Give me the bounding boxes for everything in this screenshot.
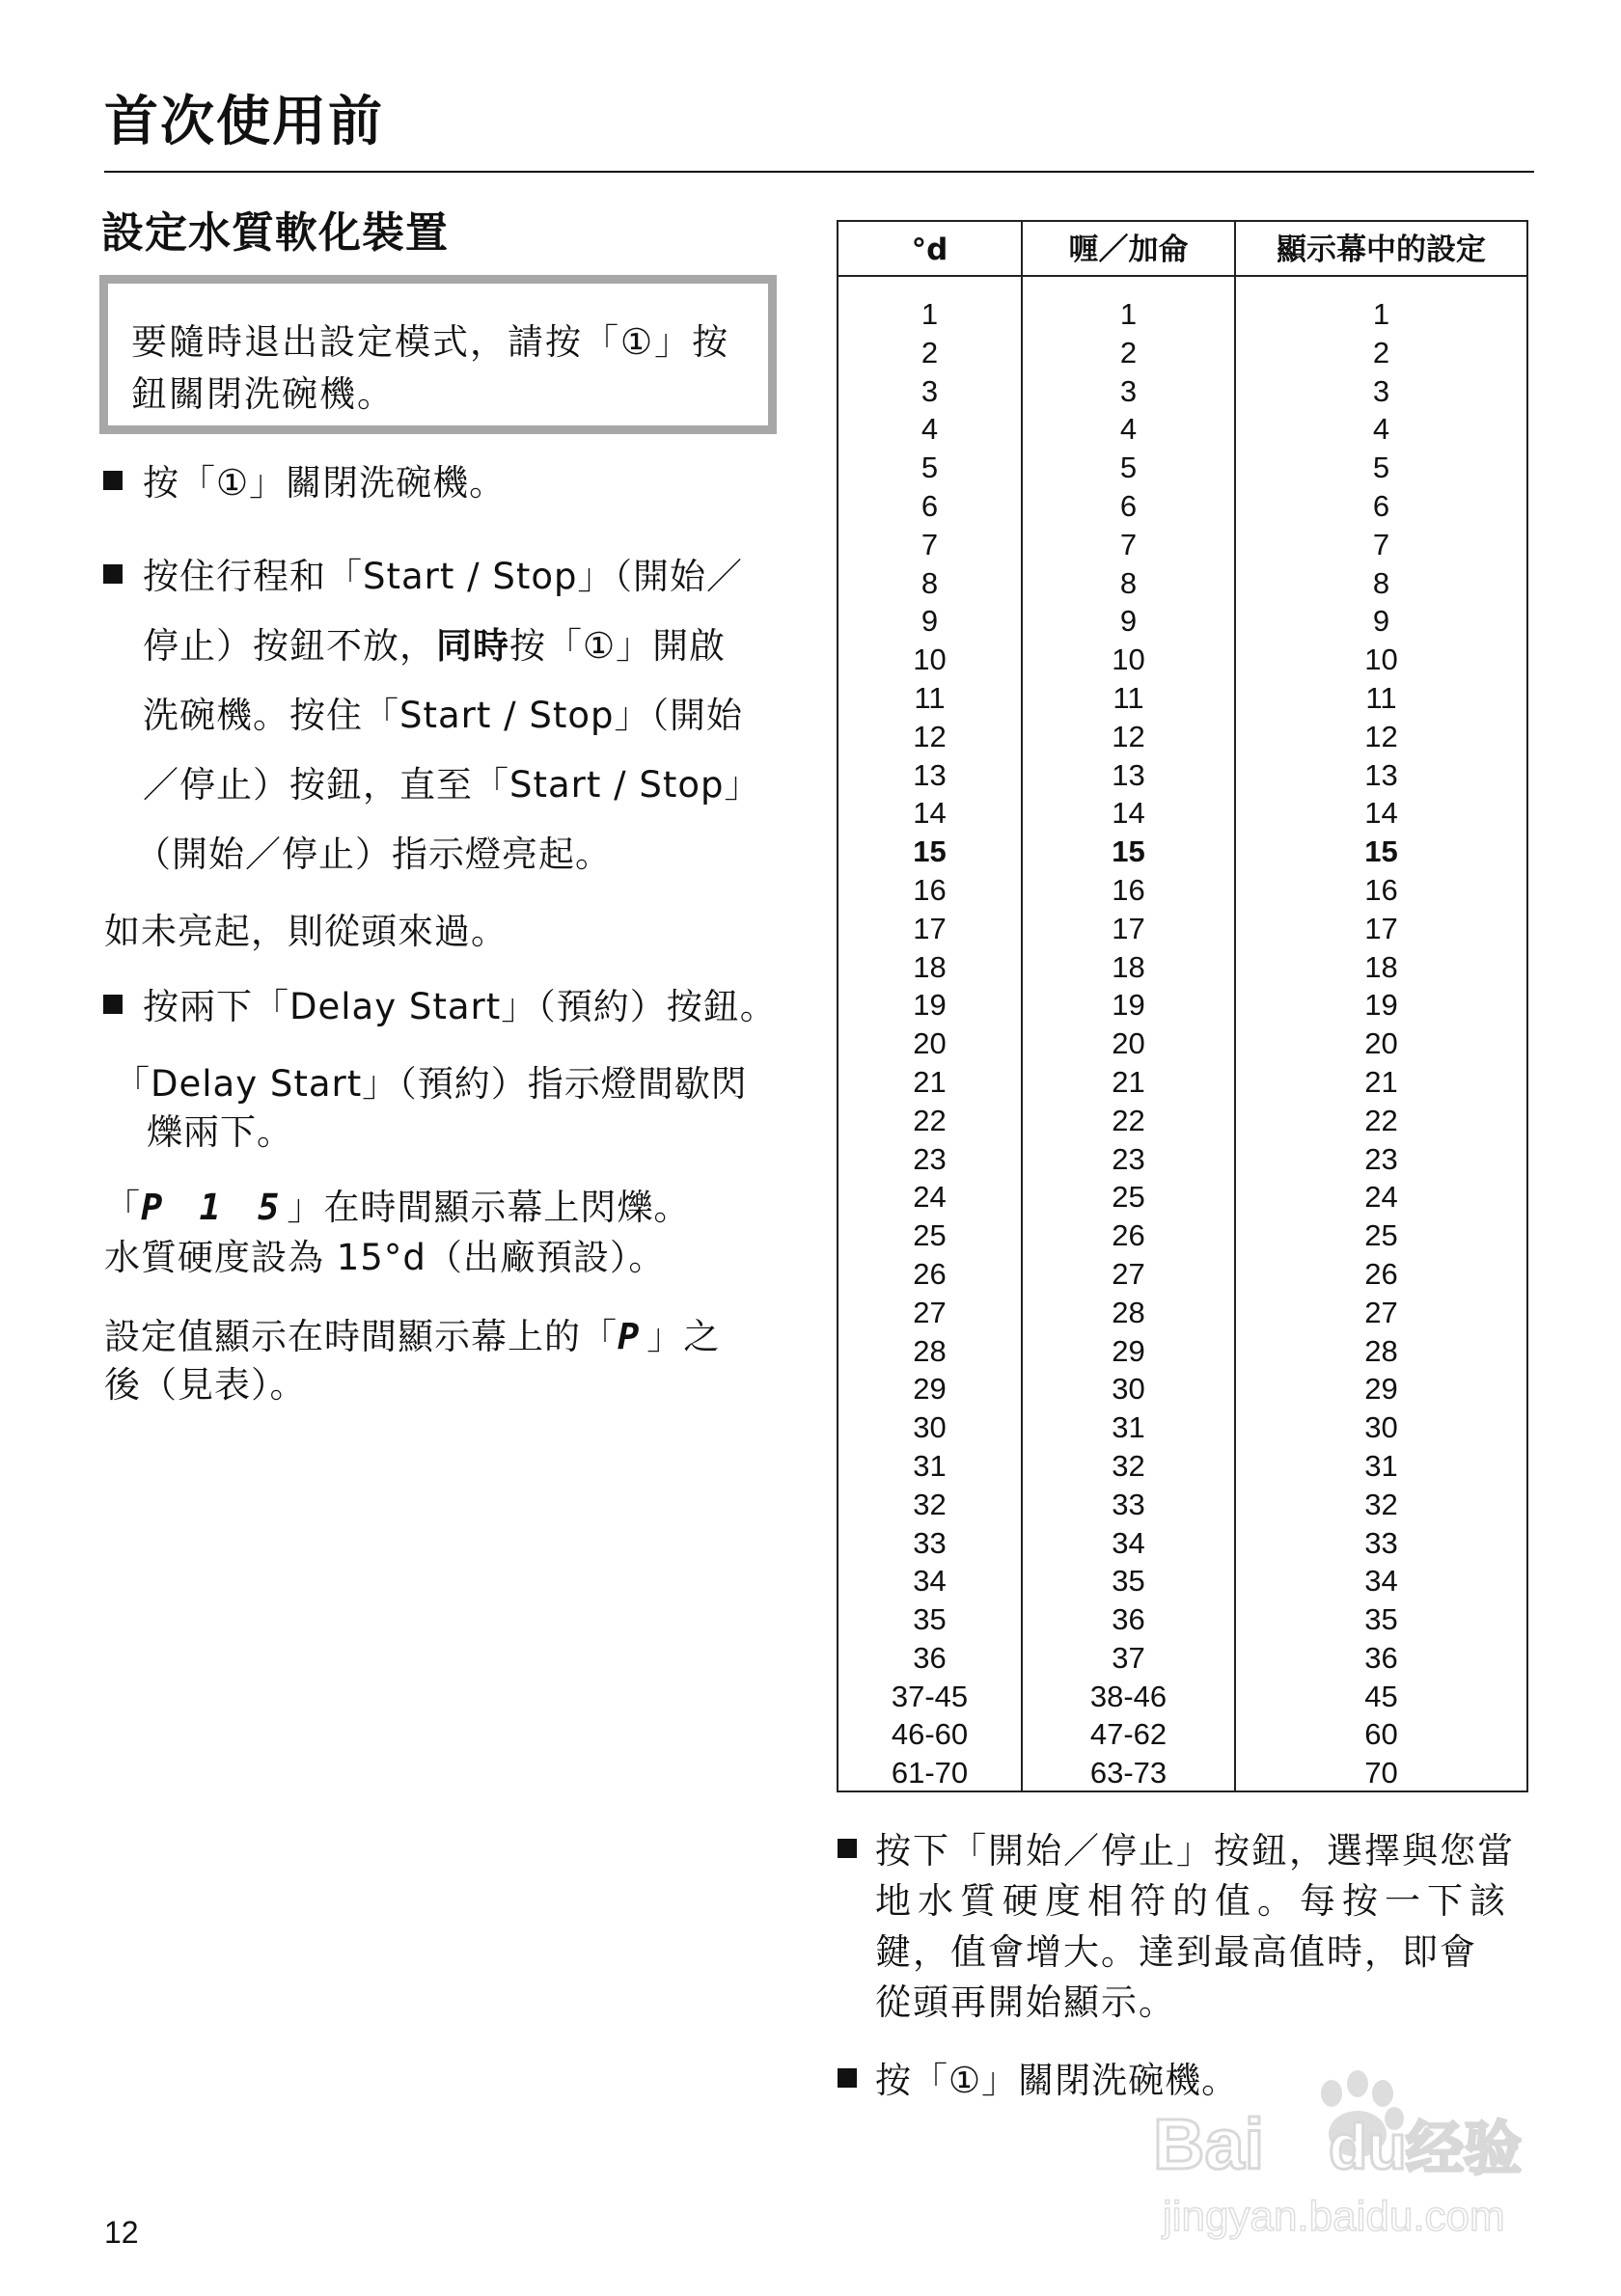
power-icon: ① [216, 462, 250, 504]
table-cell: 2 [920, 335, 939, 369]
step4-line-2: 地水質硬度相符的值。每按一下該 [875, 1880, 1512, 1922]
table-cell: 20 [1364, 1026, 1398, 1061]
table-cell: 32 [1112, 1448, 1145, 1483]
table-cell: 32 [1364, 1487, 1398, 1521]
table-cell: 35 [1364, 1602, 1398, 1637]
table-cell: 13 [1112, 757, 1145, 792]
table-cell: 28 [913, 1333, 947, 1368]
table-cell: 20 [1112, 1026, 1145, 1061]
bullet-icon [103, 995, 123, 1014]
result-line-2: 爍兩下。 [147, 1111, 293, 1153]
table-cell: 28 [1112, 1295, 1145, 1329]
display-line: 「P 1 5」在時間顯示幕上閃爍。 [104, 1187, 691, 1228]
value-line-1: 設定值顯示在時間顯示幕上的「P」之 [104, 1316, 721, 1357]
table-cell: 2 [1372, 335, 1390, 369]
table-cell: 28 [1364, 1333, 1398, 1368]
table-cell: 26 [1364, 1256, 1398, 1291]
table-cell: 23 [1364, 1141, 1398, 1176]
title-divider [104, 171, 1534, 173]
table-cell: 34 [1364, 1564, 1398, 1599]
table-cell: 35 [1112, 1564, 1145, 1599]
table-column-display [1236, 295, 1526, 1792]
table-cell: 22 [913, 1103, 947, 1137]
bullet-icon [838, 2068, 857, 2088]
table-cell: 36 [1364, 1640, 1398, 1675]
table-cell: 26 [913, 1256, 947, 1291]
step2-line-2: 停止）按鈕不放，同時按「①」開啟 [143, 625, 727, 667]
table-cell: 18 [1364, 949, 1398, 984]
table-cell: 13 [1364, 757, 1398, 792]
table-cell: 21 [1364, 1064, 1398, 1099]
note-line-2: 鈕關閉洗碗機。 [131, 373, 395, 415]
table-cell: 20 [913, 1026, 947, 1061]
table-cell: 17 [1364, 911, 1398, 945]
table-cell: 31 [1364, 1448, 1398, 1483]
bullet-icon [103, 471, 123, 490]
svg-text:经验: 经验 [1406, 2116, 1522, 2183]
table-header-display: 顯示幕中的設定 [1277, 232, 1486, 267]
table-cell: 16 [1112, 872, 1145, 907]
table-cell: 29 [1364, 1372, 1398, 1407]
table-cell: 14 [913, 796, 947, 831]
table-column-gpg [1023, 295, 1234, 1792]
step2-line-4: ／停止）按鈕，直至「Start / Stop」 [143, 764, 761, 806]
table-cell: 8 [1372, 565, 1390, 600]
table-cell: 30 [1364, 1410, 1398, 1445]
table-cell: 7 [920, 527, 939, 561]
table-cell: 4 [1372, 412, 1390, 447]
table-cell: 3 [1372, 373, 1390, 408]
table-cell: 31 [913, 1448, 947, 1483]
table-cell: 11 [1113, 680, 1144, 715]
table-cell: 17 [913, 911, 947, 945]
display-code: P [618, 1316, 647, 1357]
table-cell: 25 [1112, 1180, 1145, 1215]
page-number: 12 [104, 2215, 139, 2250]
table-cell: 34 [1112, 1525, 1145, 1560]
table-cell: 61-70 [891, 1756, 969, 1790]
step2-line-1: 按住行程和「Start / Stop」（開始／ [143, 556, 743, 597]
table-cell: 16 [913, 872, 947, 907]
table-cell: 30 [913, 1410, 947, 1445]
table-cell: 63-73 [1089, 1756, 1168, 1790]
step4-line-1: 按下「開始／停止」按鈕，選擇與您當 [875, 1830, 1515, 1872]
table-cell: 14 [1112, 796, 1145, 831]
table-cell: 9 [920, 604, 939, 639]
table-cell: 34 [913, 1564, 947, 1599]
table-cell: 22 [1112, 1103, 1145, 1137]
step-delay-start: 按兩下「Delay Start」（預約）按鈕。 [143, 986, 777, 1027]
table-cell: 3 [1119, 373, 1138, 408]
table-cell: 33 [1364, 1525, 1398, 1560]
step4-line-3: 鍵，值會增大。達到最高值時，即會 [875, 1931, 1477, 1973]
table-cell: 4 [920, 412, 939, 447]
table-cell: 15 [913, 834, 947, 869]
bullet-icon [838, 1839, 857, 1858]
table-cell: 33 [1112, 1487, 1145, 1521]
table-cell: 7 [1372, 527, 1390, 561]
table-cell: 30 [1112, 1372, 1145, 1407]
section-title: 設定水質軟化裝置 [101, 208, 449, 258]
table-cell: 26 [1112, 1218, 1145, 1253]
table-cell: 15 [1364, 834, 1398, 869]
svg-text:jingyan.baidu.com: jingyan.baidu.com [1163, 2193, 1505, 2240]
note-line-1: 要隨時退出設定模式，請按「①」按 [131, 321, 730, 363]
value-line-2: 後（見表）。 [104, 1364, 307, 1406]
table-cell: 18 [913, 949, 947, 984]
hardness-table [837, 220, 1528, 1792]
bullet-icon [103, 564, 123, 584]
table-cell: 11 [914, 680, 946, 715]
page-title: 首次使用前 [104, 91, 384, 153]
table-cell: 10 [1364, 642, 1398, 677]
step2-line-5: （開始／停止）指示燈亮起。 [135, 834, 612, 875]
table-cell: 23 [1112, 1141, 1145, 1176]
step4-line-4: 從頭再開始顯示。 [875, 1982, 1176, 2023]
table-cell: 60 [1364, 1717, 1398, 1752]
power-icon: ① [620, 321, 655, 363]
table-cell: 36 [1112, 1602, 1145, 1637]
table-column-dh [838, 295, 1021, 1792]
table-cell: 38-46 [1089, 1679, 1168, 1713]
table-cell: 8 [920, 565, 939, 600]
table-cell: 9 [1119, 604, 1138, 639]
table-header-divider [838, 275, 1526, 277]
svg-text:Bai: Bai [1153, 2104, 1265, 2184]
table-cell: 7 [1119, 527, 1138, 561]
display-code: P 1 5 [141, 1187, 288, 1228]
table-cell: 18 [1112, 949, 1145, 984]
table-cell: 37 [1112, 1640, 1145, 1675]
table-cell: 12 [1364, 719, 1398, 753]
table-cell: 9 [1372, 604, 1390, 639]
table-cell: 27 [913, 1295, 947, 1329]
table-cell: 45 [1364, 1679, 1398, 1713]
table-cell: 27 [1364, 1295, 1398, 1329]
table-cell: 6 [1119, 488, 1138, 523]
table-cell: 24 [913, 1180, 947, 1215]
table-cell: 4 [1119, 412, 1138, 447]
table-cell: 25 [1364, 1218, 1398, 1253]
table-cell: 19 [913, 988, 947, 1023]
table-cell: 2 [1119, 335, 1138, 369]
table-cell: 37-45 [891, 1679, 969, 1713]
table-cell: 19 [1364, 988, 1398, 1023]
step2-line-3: 洗碗機。按住「Start / Stop」（開始 [143, 695, 743, 736]
result-line-1: 「Delay Start」（預約）指示燈間歇閃 [114, 1063, 748, 1105]
table-cell: 16 [1364, 872, 1398, 907]
table-cell: 8 [1119, 565, 1138, 600]
default-hardness: 水質硬度設為 15°d（出廠預設）。 [104, 1237, 666, 1278]
table-cell: 10 [1112, 642, 1145, 677]
table-cell: 1 [920, 297, 939, 331]
table-cell: 12 [1112, 719, 1145, 753]
table-cell: 25 [913, 1218, 947, 1253]
table-cell: 19 [1112, 988, 1145, 1023]
power-icon: ① [583, 625, 617, 667]
step-power-off-final: 按「①」關閉洗碗機。 [875, 2060, 1239, 2101]
table-cell: 29 [1112, 1333, 1145, 1368]
baidu-watermark-logo [1153, 2055, 1534, 2248]
table-cell: 21 [1112, 1064, 1145, 1099]
table-cell: 36 [913, 1640, 947, 1675]
table-header-dh: °d [911, 232, 948, 267]
table-header-gpg: 喱／加侖 [1068, 232, 1189, 267]
step-power-off: 按「①」關閉洗碗機。 [143, 462, 507, 504]
table-cell: 47-62 [1089, 1717, 1168, 1752]
table-cell: 1 [1119, 297, 1138, 331]
svg-text:du: du [1329, 2111, 1407, 2182]
note-box [99, 275, 777, 434]
table-cell: 3 [920, 373, 939, 408]
table-cell: 5 [1119, 451, 1138, 485]
table-cell: 32 [913, 1487, 947, 1521]
table-cell: 6 [920, 488, 939, 523]
table-cell: 11 [1365, 680, 1397, 715]
table-cell: 6 [1372, 488, 1390, 523]
table-cell: 31 [1112, 1410, 1145, 1445]
table-cell: 14 [1364, 796, 1398, 831]
table-cell: 24 [1364, 1180, 1398, 1215]
table-cell: 5 [920, 451, 939, 485]
table-cell: 23 [913, 1141, 947, 1176]
table-cell: 70 [1364, 1756, 1398, 1790]
table-cell: 5 [1372, 451, 1390, 485]
table-cell: 35 [913, 1602, 947, 1637]
table-cell: 17 [1112, 911, 1145, 945]
table-cell: 29 [913, 1372, 947, 1407]
table-cell: 27 [1112, 1256, 1145, 1291]
table-cell: 21 [913, 1064, 947, 1099]
table-cell: 13 [913, 757, 947, 792]
retry-text: 如未亮起，則從頭來過。 [104, 911, 508, 952]
table-cell: 12 [913, 719, 947, 753]
table-cell: 33 [913, 1525, 947, 1560]
power-icon: ① [948, 2060, 982, 2101]
table-cell: 46-60 [891, 1717, 969, 1752]
table-cell: 1 [1372, 297, 1390, 331]
table-cell: 22 [1364, 1103, 1398, 1137]
table-cell: 15 [1112, 834, 1145, 869]
table-cell: 10 [913, 642, 947, 677]
